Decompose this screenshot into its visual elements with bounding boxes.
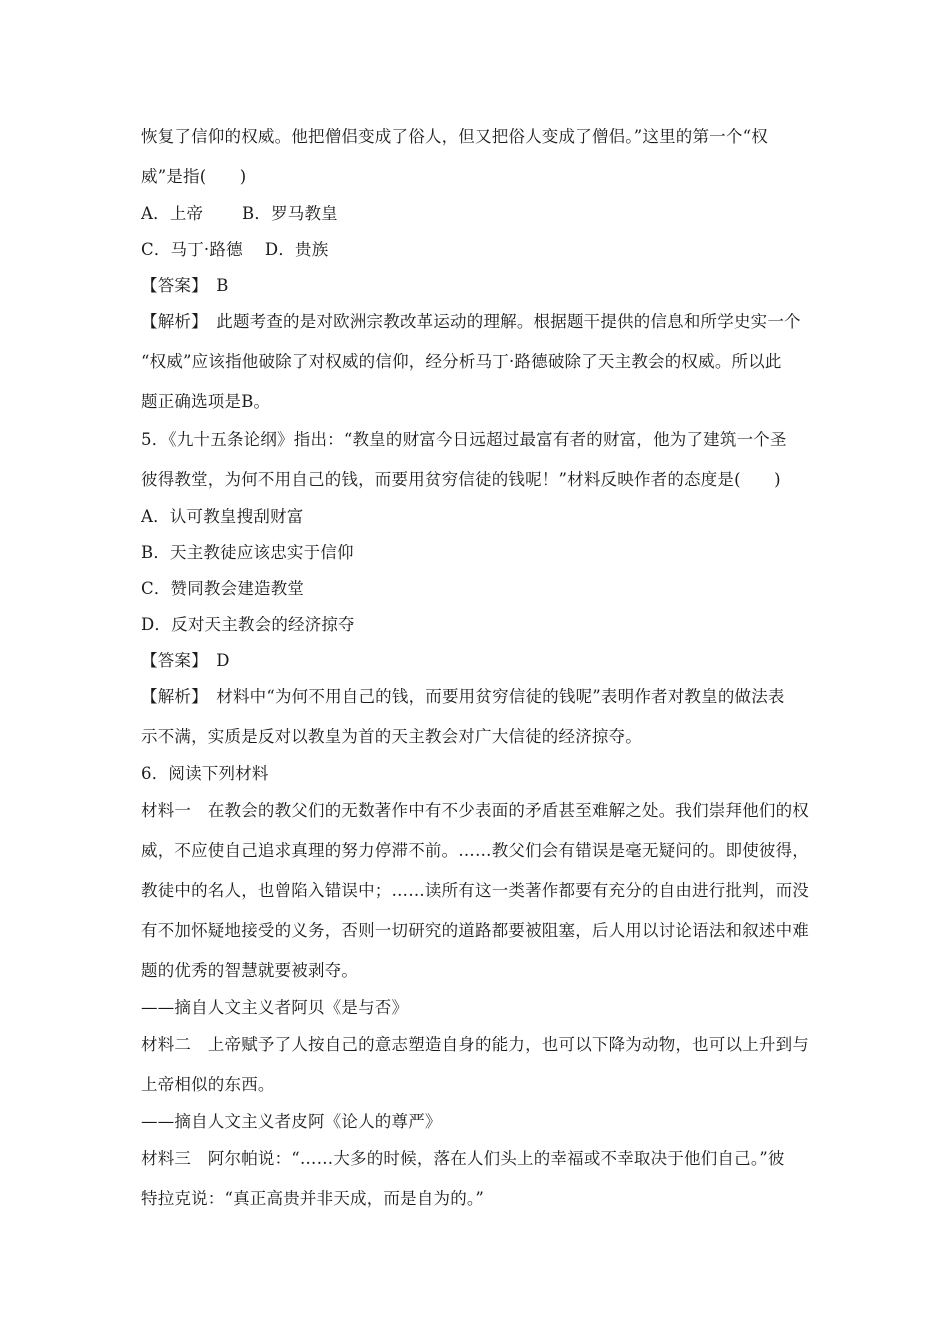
q5-answer: 【答案】 D	[141, 651, 230, 670]
q4-options-ab: A．上帝 B．罗马教皇	[141, 204, 338, 223]
q5-stem-line-1: 5．《九十五条论纲》指出：“教皇的财富今日远超过最富有者的财富，他为了建筑一个圣	[141, 430, 787, 449]
q5-option-a: A．认可教皇搜刮财富	[141, 507, 304, 526]
q5-option-b: B．天主教徒应该忠实于信仰	[141, 543, 354, 562]
q6-material-1-line-1: 材料一 在教会的教父们的无数著作中有不少表面的矛盾甚至难解之处。我们崇拜他们的权	[141, 801, 809, 820]
q6-stem: 6．阅读下列材料	[141, 764, 269, 783]
q6-material-3-line-2: 特拉克说：“真正高贵并非天成，而是自为的。”	[141, 1189, 485, 1208]
q6-material-2-line-1: 材料二 上帝赋予了人按自己的意志塑造自身的能力，也可以下降为动物，也可以上升到与	[141, 1035, 809, 1054]
q4-stem-line-2: 威”是指( )	[141, 167, 247, 186]
q6-material-3-line-1: 材料三 阿尔帕说：“……大多的时候，落在人们头上的幸福或不幸取决于他们自己。”彼	[141, 1149, 785, 1168]
q6-material-1-line-2: 威，不应使自己追求真理的努力停滞不前。……教父们会有错误是毫无疑问的。即使彼得，	[141, 841, 809, 860]
q6-material-1-line-4: 有不加怀疑地接受的义务，否则一切研究的道路都要被阻塞，后人用以讨论语法和叙述中难	[141, 921, 809, 940]
q4-stem-line-1: 恢复了信仰的权威。他把僧侣变成了俗人，但又把俗人变成了僧侣。”这里的第一个“权	[141, 127, 768, 146]
q6-material-1-line-3: 教徒中的名人，也曾陷入错误中；……读所有这一类著作都要有充分的自由进行批判，而没	[141, 881, 809, 900]
q5-option-c: C．赞同教会建造教堂	[141, 579, 305, 598]
q4-analysis-line-3: 题正确选项是B。	[141, 392, 271, 411]
q4-answer: 【答案】 B	[141, 276, 229, 295]
q6-material-2-line-2: 上帝相似的东西。	[141, 1075, 275, 1094]
q5-analysis-line-2: 示不满，实质是反对以教皇为首的天主教会对广大信徒的经济掠夺。	[141, 727, 642, 746]
q6-material-2-source: ——摘自人文主义者皮阿《论人的尊严》	[141, 1112, 442, 1131]
q6-material-1-line-5: 题的优秀的智慧就要被剥夺。	[141, 961, 359, 980]
q6-material-1-source: ——摘自人文主义者阿贝《是与否》	[141, 998, 409, 1017]
q5-stem-line-2: 彼得教堂，为何不用自己的钱，而要用贫穷信徒的钱呢！”材料反映作者的态度是( )	[141, 470, 781, 489]
q4-analysis-line-2: “权威”应该指他破除了对权威的信仰，经分析马丁·路德破除了天主教会的权威。所以此	[141, 352, 782, 371]
q5-analysis-line-1: 【解析】 材料中“为何不用自己的钱，而要用贫穷信徒的钱呢”表明作者对教皇的做法表	[141, 687, 785, 706]
q4-analysis-line-1: 【解析】 此题考查的是对欧洲宗教改革运动的理解。根据题干提供的信息和所学史实一个	[141, 312, 801, 331]
q4-options-cd: C．马丁·路德 D．贵族	[141, 240, 329, 259]
q5-option-d: D．反对天主教会的经济掠夺	[141, 615, 355, 634]
